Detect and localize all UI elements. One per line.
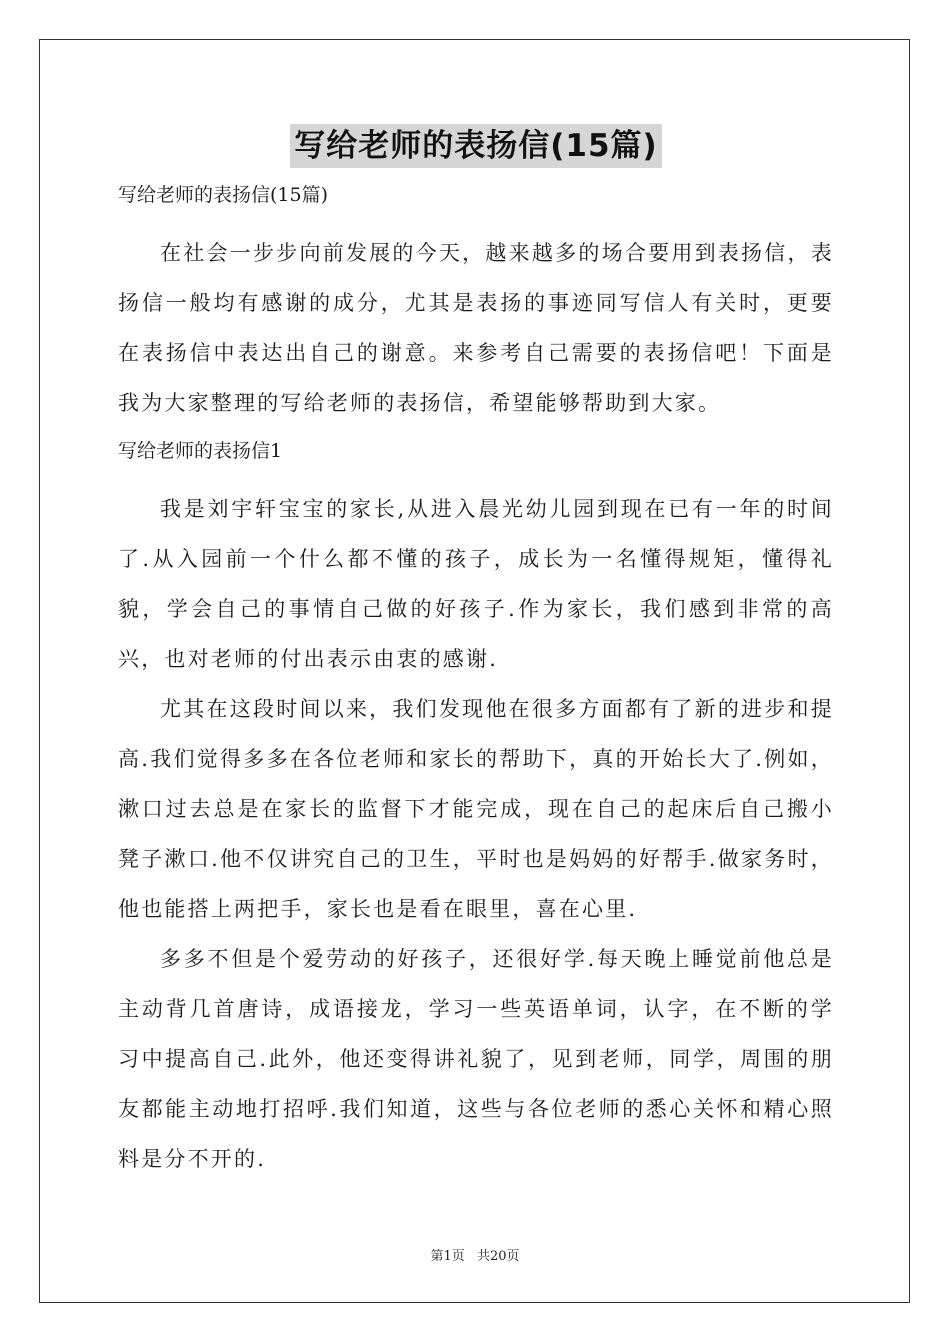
page-total: 共20页	[476, 1249, 520, 1264]
body-paragraph-3: 多多不但是个爱劳动的好孩子，还很好学.每天晚上睡觉前他总是主动背几首唐诗，成语接龙，学习一些英语单词，认字，在不断的学习中提高自己.此外，他还变得讲礼貌了，见到老师，同学，周围的朋友都能主动地打招呼.我们知道，这些与各位老师的悉心关怀和精心照料是分不开的.	[118, 947, 834, 1171]
body-paragraph-1: 我是刘宇轩宝宝的家长,从进入晨光幼儿园到现在已有一年的时间了.从入园前一个什么都不懂的孩子，成长为一名懂得规矩，懂得礼貌，学会自己的事情自己做的好孩子.作为家长，我们感到非常的高兴，也对老师的付出表示由衷的感谢.	[118, 497, 834, 671]
document-body	[118, 124, 834, 1184]
title-container	[118, 124, 834, 170]
intro-paragraph: 在社会一步步向前发展的今天，越来越多的场合要用到表扬信，表扬信一般均有感谢的成分，尤其是表扬的事迹同写信人有关时，更要在表扬信中表达出自己的谢意。来参考自己需要的表扬信吧！下面是我为大家整理的写给老师的表扬信，希望能够帮助到大家。	[118, 241, 834, 415]
page-footer	[0, 1248, 950, 1266]
page-number: 第1页	[430, 1249, 465, 1264]
document-subtitle: 写给老师的表扬信(15篇)	[118, 184, 329, 206]
document-title: 写给老师的表扬信(15篇)	[290, 124, 661, 168]
body-paragraph-2: 尤其在这段时间以来，我们发现他在很多方面都有了新的进步和提高.我们觉得多多在各位老师和家长的帮助下，真的开始长大了.例如，漱口过去总是在家长的监督下才能完成，现在自己的起床后自己搬小凳子漱口.他不仅讲究自己的卫生，平时也是妈妈的好帮手.做家务时，他也能搭上两把手，家长也是看在眼里，喜在心里.	[118, 697, 834, 921]
section-heading: 写给老师的表扬信1	[118, 440, 283, 462]
